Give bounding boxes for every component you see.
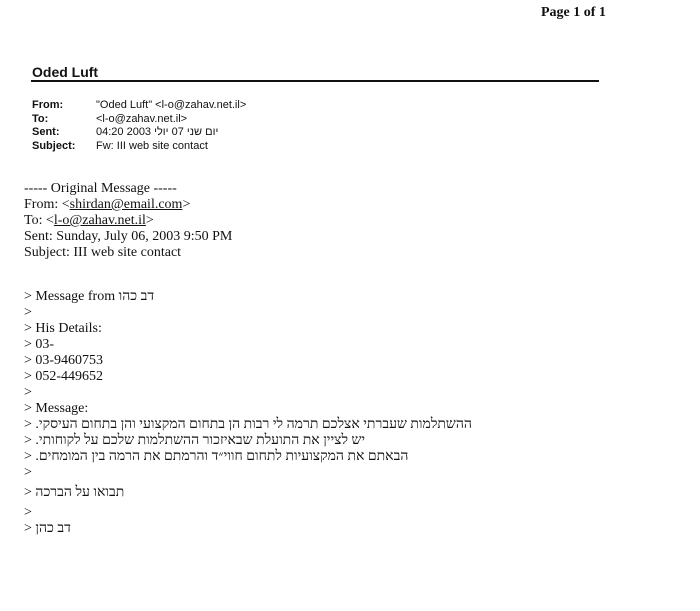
header-sent-value [96, 125, 218, 139]
quoted-hebrew-line-4: > תבואו על הברכה [24, 485, 125, 500]
quoted-message-label: > Message: [24, 401, 89, 416]
quoted-hebrew-line-2: > יש לציין את התועלת שבאיזכור ההשתלמות שלכם על לקוחותי. [24, 433, 366, 448]
sender-title: Oded Luft [32, 64, 99, 80]
quoted-sender-name: דב כהו [118, 289, 155, 304]
quoted-hebrew-line-3: > הבאתם את המקצועיות לתחום חווי״ד והרמתם את הרמה בין המומחים. [24, 449, 409, 464]
quoted-blank-line: > [24, 305, 32, 320]
header-sent-label: Sent: [32, 126, 60, 138]
quoted-blank-line: > [24, 385, 32, 400]
message-body [24, 181, 472, 537]
quoted-blank-line: > [24, 505, 32, 520]
original-subject: Subject: III web site contact [24, 245, 182, 260]
quoted-detail-3: > 052-449652 [24, 369, 104, 384]
header-subject-label: Subject: [32, 140, 76, 152]
quoted-signature-line: > דב כהן [24, 521, 71, 536]
original-to-email-link[interactable]: l-o@zahav.net.il [53, 213, 146, 228]
quoted-detail-2: > 03-9460753 [24, 353, 104, 368]
header-sent-time: 04:20 2003 [96, 126, 152, 138]
original-separator: ----- Original Message ----- [24, 181, 177, 196]
original-from-email-link[interactable]: shirdan@email.com [69, 197, 183, 212]
original-sent: Sent: Sunday, July 06, 2003 9:50 PM [24, 229, 233, 244]
quoted-signature: דב כהן [35, 521, 71, 536]
quoted-blank-line: > [24, 465, 32, 480]
page-number: Page 1 of 1 [541, 5, 606, 20]
title-rule [31, 80, 599, 82]
header-from-label: From: [32, 99, 64, 111]
quoted-detail-1: > 03- [24, 337, 55, 352]
header-sent-hebrew-date: יום שני 07 יולי [154, 126, 219, 138]
quoted-hebrew-line-1: > ההשתלמות שעברתי אצלכם תרמה לי רבות הן בתחום המקצועי והן בתחום העיסקי. [24, 417, 472, 432]
original-to: To: <l-o@zahav.net.il> [24, 213, 154, 228]
quoted-his-details: > His Details: [24, 321, 102, 336]
header-from-value: "Oded Luft" <l-o@zahav.net.il> [96, 99, 247, 111]
original-from: From: <shirdan@email.com> [24, 197, 191, 212]
spacer [24, 261, 472, 289]
header-to-label: To: [32, 113, 49, 125]
header-subject-value: Fw: III web site contact [96, 140, 208, 152]
quoted-message-from: > Message from דב כהו [24, 289, 155, 304]
header-to-value: <l-o@zahav.net.il> [96, 113, 188, 125]
